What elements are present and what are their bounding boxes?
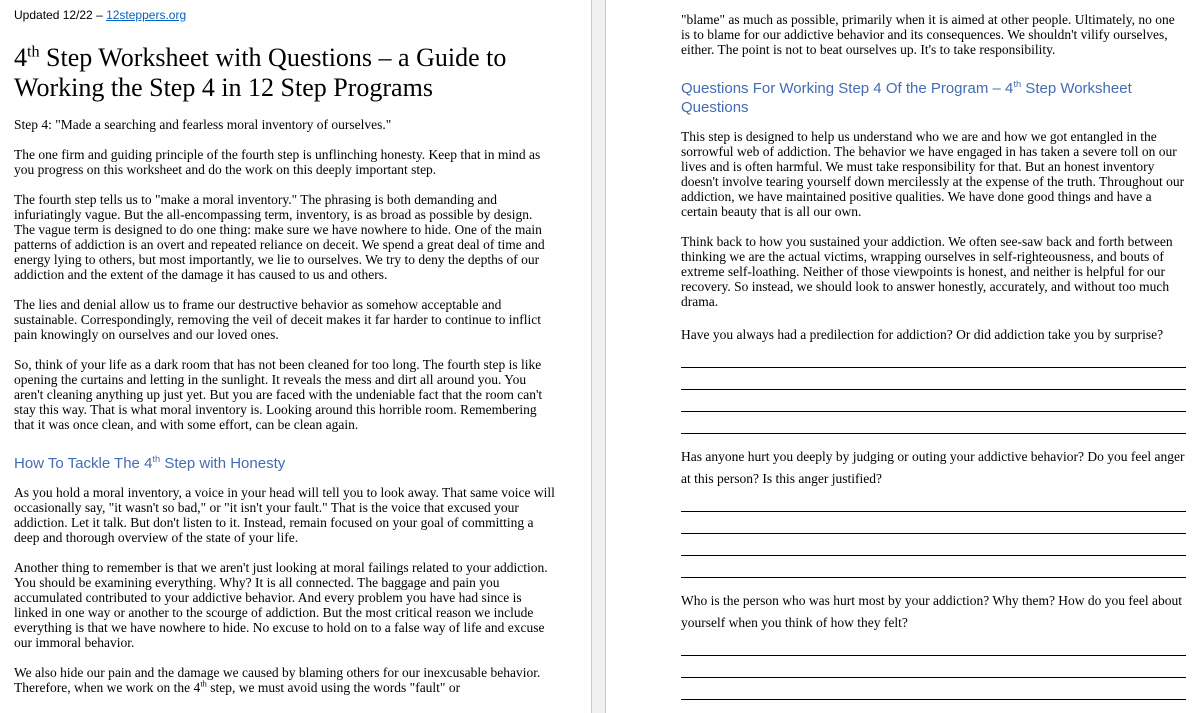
paragraph-step4-quote: Step 4: "Made a searching and fearless moral inventory of ourselves." <box>14 117 392 132</box>
question-text-2: Has anyone hurt you deeply by judging or outing your addictive behavior? Do you feel anger at this person? Is this anger justified? <box>681 449 1185 486</box>
paragraph-continued: "blame" as much as possible, primarily when it is aimed at other people. Ultimately, no one is to blame for our addictive behavior and its consequences. We shouldn't vilify ourselves, either. The point is not to beat ourselves up. It's to take responsibility. <box>681 12 1175 57</box>
paragraph: This step is designed to help us understand who we are and how we got entangled in the sorrowful web of addiction. The behavior we have engaged in has taken a severe toll on our lives and is often harmful. We must take responsibility for that. But an honest inventory doesn't involve tearing yourself down mercilessly at the expense of the truth. Throughout our addiction, we have maintained positive qualities. We have done good things and have a certain beauty that is all our own. <box>681 129 1185 219</box>
question-text-1: Have you always had a predilection for addiction? Or did addiction take you by surprise? <box>681 327 1164 342</box>
page-gap-divider <box>591 0 606 713</box>
title-rest: Step Worksheet with Questions – a Guide to Working the Step 4 in 12 Step Programs <box>14 43 507 102</box>
paragraph: The fourth step tells us to "make a moral inventory." The phrasing is both demanding and infuriatingly vague. But the all-encompassing term, inventory, is as broad as possible by design. The vague term is designed to do one thing: make sure we have nowhere to hide. One of the main patterns of addiction is an overt and repeated reliance on deceit. We spend a great deal of time and energy lying to others, but most importantly, we lie to ourselves. We try to deny the depths of our addiction and the extent of the damage it has caused to us and others. <box>14 192 545 282</box>
answer-line[interactable] <box>681 700 1186 713</box>
site-link[interactable]: 12steppers.org <box>106 8 187 22</box>
answer-line[interactable] <box>681 346 1186 368</box>
paragraph: So, think of your life as a dark room that has not been cleaned for too long. The fourth step is like opening the curtains and letting in the sunlight. It reveals the mess and dirt all around you. You aren't cleaning anything up just yet. But you are faced with the undeniable fact that the room can't stay this way. That is what moral inventory is. Looking around this horrible room. Remembering that it was once clean, and with some effort, can be clean again. <box>14 357 543 432</box>
answer-line[interactable] <box>681 390 1186 412</box>
answer-line[interactable] <box>681 512 1186 534</box>
answer-line[interactable] <box>681 634 1186 656</box>
answer-line[interactable] <box>681 368 1186 390</box>
paragraph: The one firm and guiding principle of the fourth step is unflinching honesty. Keep that in mind as you progress on this worksheet and do the work on this deeply important step. <box>14 147 541 177</box>
section-heading-questions: Questions For Working Step 4 Of the Program – 4th Step Worksheet Questions <box>681 79 1132 116</box>
document-title <box>14 43 555 103</box>
answer-line[interactable] <box>681 490 1186 512</box>
answer-group-2 <box>681 490 1186 578</box>
updated-label <box>14 8 555 23</box>
page-1 <box>0 0 591 713</box>
title-number: 4 <box>14 43 27 72</box>
paragraph: Think back to how you sustained your addiction. We often see-saw back and forth between thinking we are the actual victims, wrapping ourselves in self-righteousness, and bouts of extreme self-loathing. Neither of those viewpoints is honest, and neither is helpful for our recovery. So instead, we should look to answer honestly, accurately, and without too much drama. <box>681 234 1173 309</box>
answer-line[interactable] <box>681 656 1186 678</box>
answer-line[interactable] <box>681 678 1186 700</box>
answer-group-1 <box>681 346 1186 434</box>
answer-line[interactable] <box>681 556 1186 578</box>
answer-group-3 <box>681 634 1186 713</box>
paragraph: Another thing to remember is that we aren't just looking at moral failings related to your addiction. You should be examining everything. Why? It is all connected. The baggage and pain you accumulated contributed to your addictive behavior. And every problem you have had since is linked in one way or another to the scourge of addiction. But the most critical reason we include everything is that we have nowhere to hide. No excuse to hold on to a false way of life and excuse our immoral behavior. <box>14 560 548 650</box>
section-heading-tackle: How To Tackle The 4th Step with Honesty <box>14 454 286 472</box>
updated-text: Updated 12/22 – <box>14 8 107 22</box>
paragraph-continued: We also hide our pain and the damage we caused by blaming others for our inexcusable behavior. Therefore, when we work on the 4th step, we must avoid using the words "fault" or <box>14 665 541 695</box>
paragraph: The lies and denial allow us to frame our destructive behavior as somehow acceptable and sustainable. Correspondingly, removing the veil of deceit makes it far harder to continue to inflict pain knowingly on ourselves and our loved ones. <box>14 297 541 342</box>
title-ordinal-suffix: th <box>27 43 40 61</box>
page-2 <box>606 0 1198 713</box>
paragraph: As you hold a moral inventory, a voice in your head will tell you to look away. That same voice will occasionally say, "it wasn't so bad," or "it isn't your fault." That is the voice that excused your addiction. Let it talk. But don't listen to it. Instead, remain focused on your goal of committing a deep and thorough overview of the state of your life. <box>14 485 555 545</box>
question-text-3: Who is the person who was hurt most by your addiction? Why them? How do you feel about yourself when you think of how they felt? <box>681 593 1183 630</box>
answer-line[interactable] <box>681 412 1186 434</box>
answer-line[interactable] <box>681 534 1186 556</box>
